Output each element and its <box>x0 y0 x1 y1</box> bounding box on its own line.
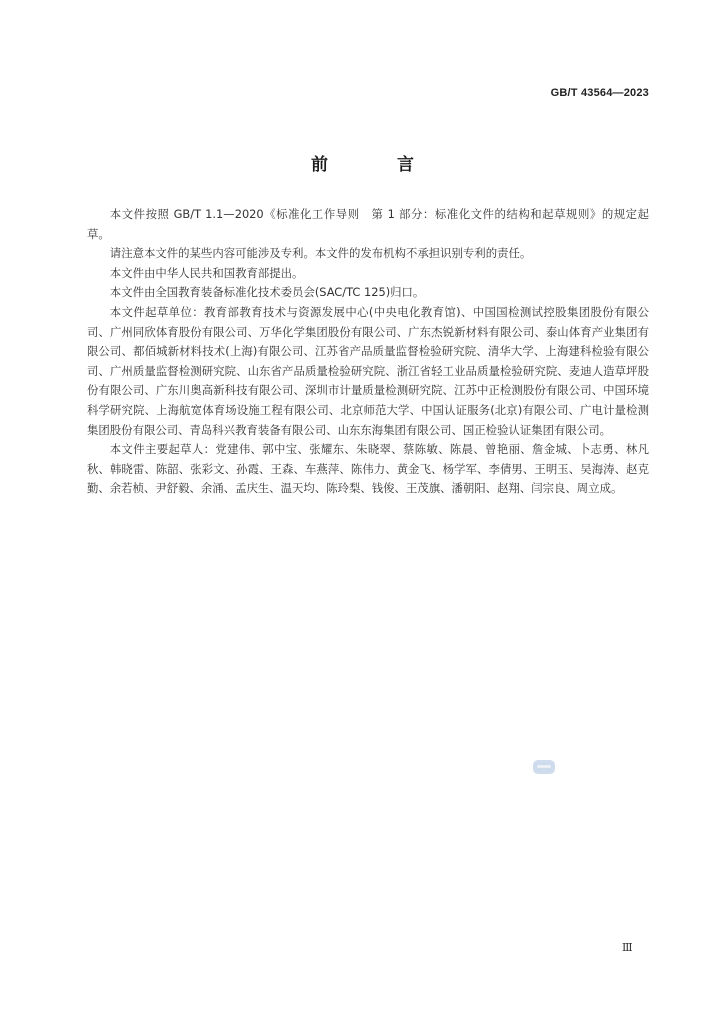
paragraph-patent-notice: 请注意本文件的某些内容可能涉及专利。本文件的发布机构不承担识别专利的责任。 <box>109 246 532 261</box>
paragraph-proposer: 本文件由中华人民共和国教育部提出。 <box>109 265 304 280</box>
paragraph-drafting-rules: 本文件按照 GB/T 1.1—2020《标准化工作导则 第 1 部分：标准化文件的结构和起草规则》的规定起草。 <box>87 207 649 241</box>
page-number: Ⅲ <box>622 941 633 954</box>
paragraph-committee: 本文件由全国教育装备标准化技术委员会(SAC/TC 125)归口。 <box>109 285 425 300</box>
watermark-logo <box>533 760 555 774</box>
paragraph-drafting-units: 本文件起草单位：教育部教育技术与资源发展中心(中央电化教育馆)、中国国检测试控股集团股份有限公司、广州同欣体育股份有限公司、万华化学集团股份有限公司、广东杰锐新材料有限公司、泰山体育产业集团有限公司、都佰城新材料技术(上海)有限公司、江苏省产品质量监督检验研究院、清华大学、上海建科检验有限公司、广州质量监督检测研究院、山东省产品质量检验研究院、浙江省轻工业品质量检验研究院、麦迪人造草坪股份有限公司、广东川奥高新科技有限公司、深圳市计量质量检测研究院、江苏中正检测股份有限公司、中国环境科学研究院、上海航宽体育场设施工程有限公司、北京师范大学、中国认证服务(北京)有限公司、广电计量检测集团股份有限公司、青岛科兴教育装备有限公司、山东东海集团有限公司、国正检验认证集团有限公司。 <box>87 304 649 437</box>
foreword-body <box>87 205 649 499</box>
standard-code: GB/T 43564—2023 <box>550 87 649 99</box>
page-title: 前 言 <box>311 155 440 175</box>
paragraph-drafters: 本文件主要起草人：党建伟、郭中宝、张耀东、朱晓翠、蔡陈敏、陈晨、曾艳丽、詹金城、卜志勇、林凡秋、韩晓雷、陈韶、张彩文、孙霞、王森、车燕萍、陈伟力、黄金飞、杨学军、李倩男、王明玉、吴海涛、赵克勤、余若桢、尹舒毅、余涌、孟庆生、温天均、陈玲梨、钱俊、王茂旗、潘朝阳、赵翔、闫宗良、周立成。 <box>87 442 649 496</box>
